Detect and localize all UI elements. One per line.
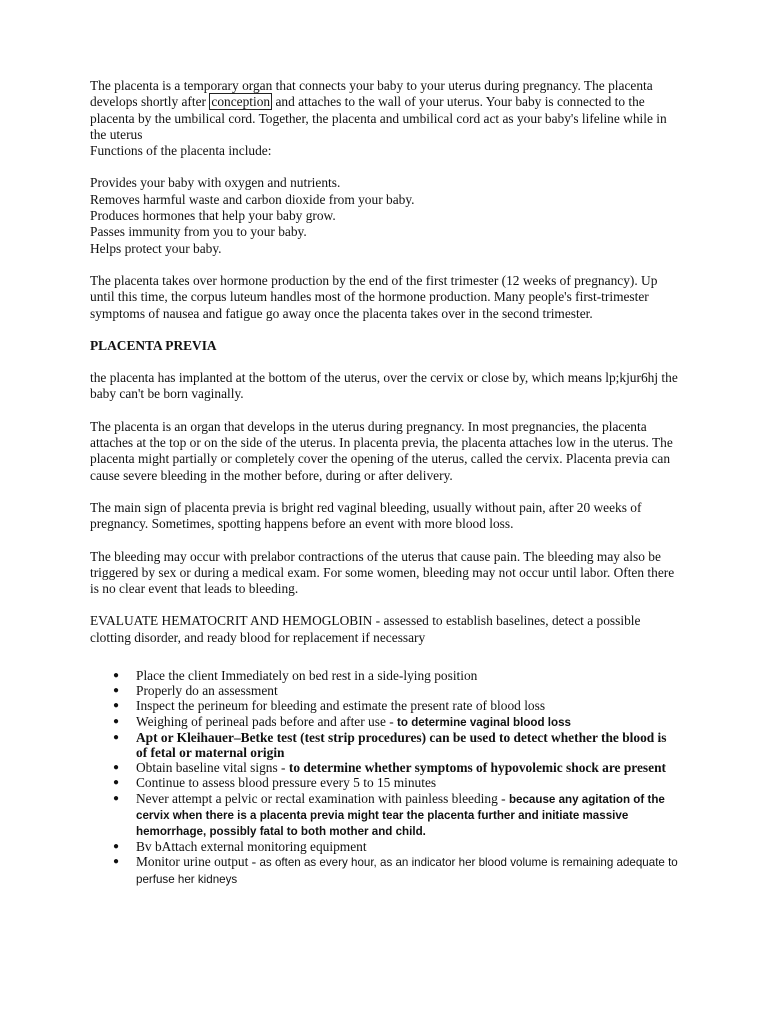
list-item-text: Obtain baseline vital signs -	[136, 760, 289, 776]
list-item-text: Bv bAttach external monitoring equipment	[136, 839, 367, 855]
list-item-note: as often as every hour, as an indicator her blood volume is remaining adequate to perfuse her kidneys	[136, 856, 678, 886]
list-item	[90, 760, 680, 775]
conception-link[interactable]: conception	[211, 94, 271, 110]
list-item-text: Monitor urine output -	[136, 854, 260, 870]
evaluate-paragraph: EVALUATE HEMATOCRIT AND HEMOGLOBIN - assessed to establish baselines, detect a possible clotting disorder, and ready blood for replacement if necessary	[90, 613, 641, 645]
function-item: Removes harmful waste and carbon dioxide from your baby.	[90, 191, 415, 207]
list-item-text: Weighing of perineal pads before and after use -	[136, 713, 398, 729]
function-item: Provides your baby with oxygen and nutrients.	[90, 175, 341, 191]
list-item-text: Properly do an assessment	[136, 683, 278, 699]
function-item: Helps protect your baby.	[90, 240, 222, 256]
previa-paragraph-2: The placenta is an organ that develops in the uterus during pregnancy. In most pregnancies, the placenta attaches at the top or on the side of the uterus. In placenta previa, the placenta attaches low in the uterus. The placenta might partially or completely cover the opening of the uterus, called the cervix. Placenta previa can cause severe bleeding in the mother before, during or after delivery.	[90, 418, 673, 483]
list-item-note: to determine whether symptoms of hypovolemic shock are present	[288, 760, 666, 776]
function-item: Produces hormones that help your baby grow.	[90, 208, 336, 224]
list-item-text: Place the client Immediately on bed rest in a side-lying position	[136, 668, 478, 684]
bullet-icon: ●	[113, 841, 120, 853]
functions-list	[90, 175, 680, 256]
list-item-text: Continue to assess blood pressure every 5 to 15 minutes	[136, 775, 437, 791]
bullet-icon: ●	[113, 700, 120, 712]
functions-label: Functions of the placenta include:	[90, 143, 272, 159]
list-item-text: Inspect the perineum for bleeding and estimate the present rate of blood loss	[136, 698, 546, 714]
list-item-note: because any agitation of the cervix when there is a placenta previa might tear the placenta further and initiate massive hemorrhage, possibly fatal to both mother and child.	[136, 792, 665, 839]
nursing-actions-list	[90, 668, 680, 887]
bullet-icon: ●	[113, 792, 120, 804]
list-item-text: Apt or Kleihauer–Betke test (test strip procedures) can be used to detect whether the blood is of fetal or maternal origin	[136, 729, 667, 761]
previa-paragraph-3: The main sign of placenta previa is bright red vaginal bleeding, usually without pain, after 20 weeks of pregnancy. Sometimes, spotting happens before an event with more blood loss.	[90, 499, 642, 532]
list-item	[90, 683, 680, 698]
list-item	[90, 791, 680, 840]
bullet-icon: ●	[113, 685, 120, 697]
list-item	[90, 775, 680, 790]
list-item	[90, 698, 680, 713]
bullet-icon: ●	[113, 715, 120, 727]
list-item	[90, 839, 680, 854]
bullet-icon: ●	[113, 777, 120, 789]
list-item	[90, 730, 680, 760]
section-heading: PLACENTA PREVIA	[90, 337, 217, 353]
intro-text-start: The placenta is a temporary organ that connects your baby to your uterus during pregnancy. The placenta develops shortly after	[90, 78, 653, 110]
hormone-paragraph: The placenta takes over hormone production by the end of the first trimester (12 weeks of pregnancy). Up until this time, the corpus luteum handles most of the hormone production. Many people's first-trimester symptoms of nausea and fatigue go away once the placenta takes over in the second trimester.	[90, 272, 658, 321]
bullet-icon: ●	[113, 731, 120, 743]
function-item: Passes immunity from you to your baby.	[90, 224, 307, 240]
list-item	[90, 668, 680, 683]
bullet-icon: ●	[113, 762, 120, 774]
bullet-icon: ●	[113, 670, 120, 682]
list-item-note: to determine vaginal blood loss	[397, 715, 571, 729]
document-body	[90, 78, 680, 887]
intro-text-end: and attaches to the wall of your uterus. Your baby is connected to the placenta by the umbilical cord. Together, the placenta and umbilical cord act as your baby's lifeline while in the uterus	[90, 94, 667, 142]
intro-paragraph	[90, 78, 680, 143]
list-item	[90, 854, 680, 886]
list-item	[90, 714, 680, 730]
bullet-icon: ●	[113, 856, 120, 868]
previa-paragraph-1: the placenta has implanted at the bottom of the uterus, over the cervix or close by, which means lp;kjur6hj the baby can't be born vaginally.	[90, 370, 678, 402]
list-item-text: Never attempt a pelvic or rectal examination with painless bleeding -	[136, 790, 509, 806]
previa-paragraph-4: The bleeding may occur with prelabor contractions of the uterus that cause pain. The bleeding may also be triggered by sex or during a medical exam. For some women, bleeding may not occur until labor. Often there is no clear event that leads to bleeding.	[90, 548, 675, 597]
